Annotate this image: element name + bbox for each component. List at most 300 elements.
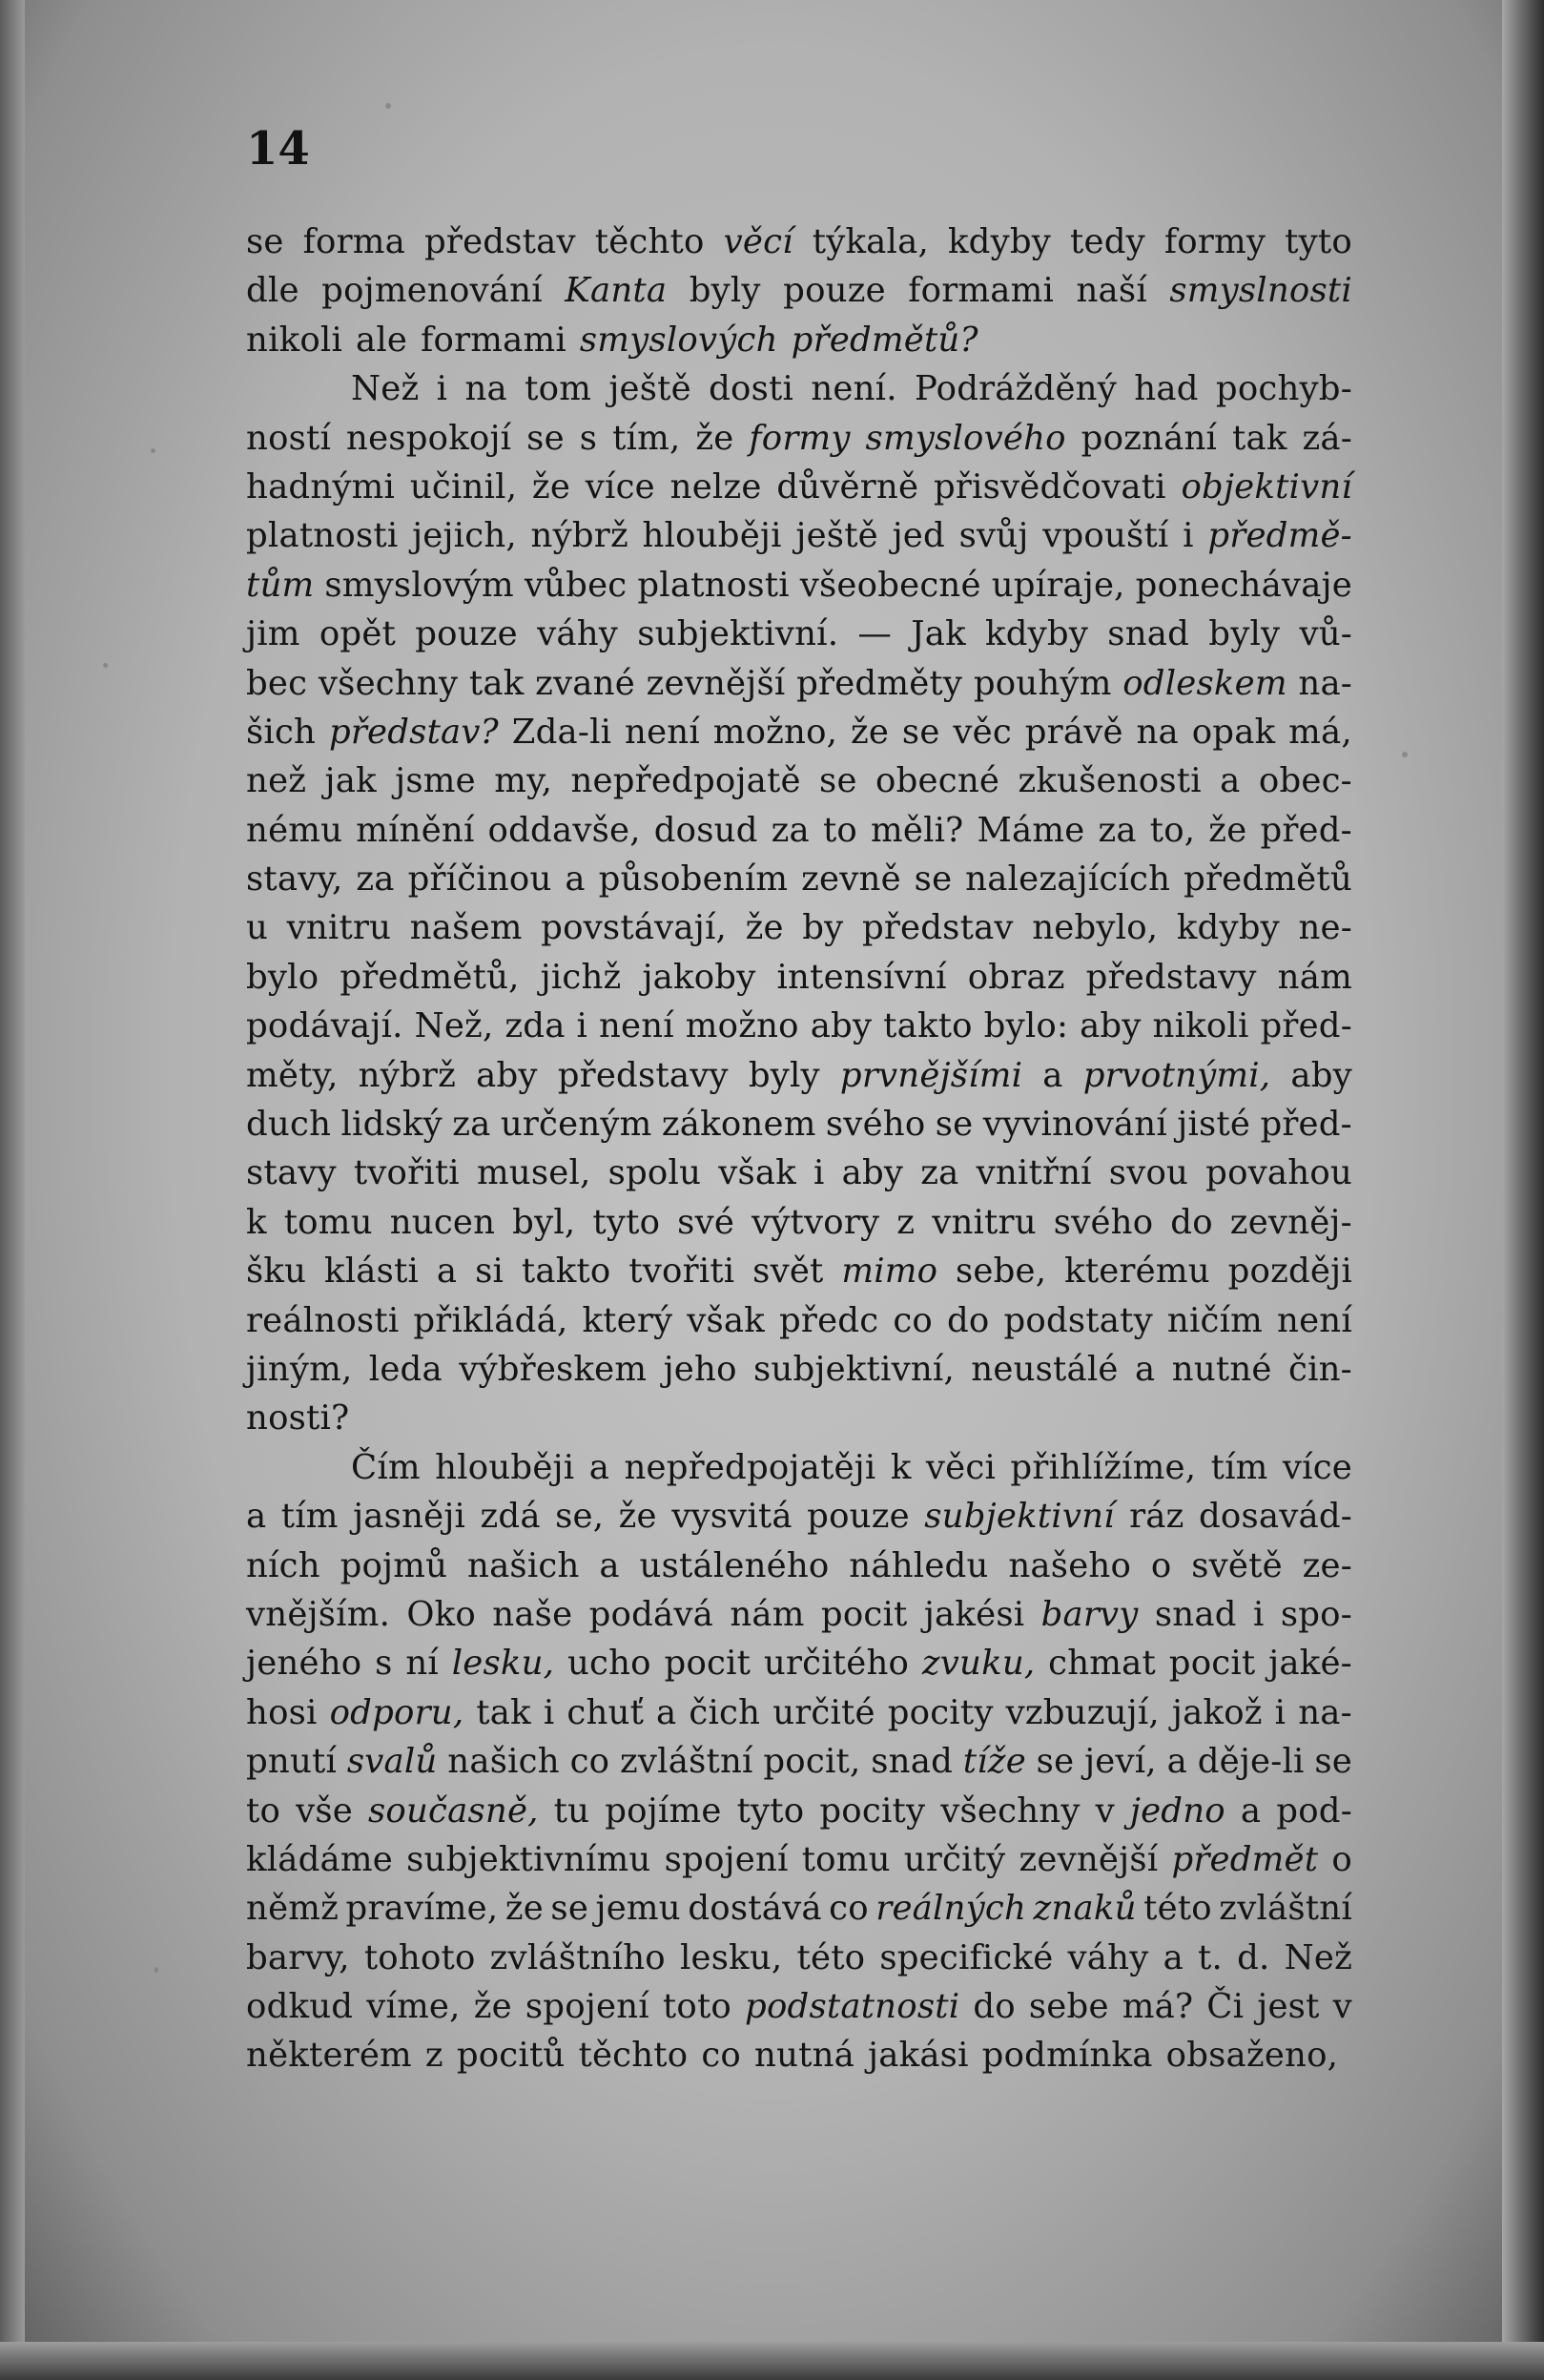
word: k <box>246 1202 267 1242</box>
page-edge-left <box>0 0 25 2380</box>
word: tvořiti <box>628 1252 735 1292</box>
word: naší <box>1076 271 1147 311</box>
text-line <box>246 1149 1352 1197</box>
word: jemu <box>595 1889 681 1929</box>
word: k <box>890 1447 912 1487</box>
word: svého <box>825 1105 926 1145</box>
word: týkala, <box>812 222 929 261</box>
word: Či <box>1206 1987 1245 2027</box>
word: představ? <box>328 712 499 752</box>
word: a <box>656 1692 677 1732</box>
word: na <box>1136 712 1179 752</box>
word: světě <box>1191 1545 1283 1585</box>
word: má? <box>1122 1987 1194 2027</box>
word: tomu <box>283 1202 373 1242</box>
word: jedno <box>1129 1790 1225 1831</box>
word: dostává <box>688 1889 822 1929</box>
word: stavy <box>246 1153 337 1193</box>
word: vpouští <box>1042 516 1169 556</box>
word: barvy, <box>246 1937 350 1977</box>
word: určitý <box>903 1839 1006 1879</box>
word: aby <box>1290 1055 1352 1095</box>
word: s <box>579 418 598 458</box>
word: podávají. <box>246 1006 403 1046</box>
word: bylo: <box>983 1006 1069 1046</box>
word: reálných <box>875 1889 1027 1929</box>
word: Čím <box>351 1447 421 1487</box>
word: obecné <box>875 761 1000 801</box>
word: Podrážděný <box>914 369 1118 409</box>
word: nikoli <box>1152 1006 1249 1046</box>
word: z <box>424 2036 443 2076</box>
word: že <box>504 1889 544 1929</box>
word: forma <box>302 222 405 261</box>
text-line <box>246 1934 1352 1982</box>
word: že <box>695 418 734 458</box>
word: ne- <box>1298 908 1352 948</box>
word: se <box>819 761 857 801</box>
word: nám <box>730 1594 805 1634</box>
word: jisté <box>1177 1105 1251 1145</box>
word: důvěrně <box>776 466 919 507</box>
word: podstaty <box>1003 1300 1153 1340</box>
word: nýbrž <box>358 1055 456 1095</box>
word: ničím <box>1166 1300 1263 1340</box>
word: víme, <box>366 1987 461 2027</box>
word: ponechávaje <box>1135 565 1352 605</box>
word: jsme <box>395 761 476 801</box>
word: aby <box>810 1006 873 1046</box>
word: formami <box>908 271 1055 311</box>
word: který <box>582 1300 673 1340</box>
word: zvuku, <box>921 1644 1036 1684</box>
word: že <box>1208 810 1247 850</box>
word: pojíme <box>605 1790 722 1831</box>
word: hlouběji <box>642 516 782 556</box>
word: má, <box>1288 712 1352 752</box>
word: lidský <box>340 1105 443 1145</box>
word: kdyby <box>1176 908 1280 948</box>
word: mínění <box>356 810 475 850</box>
word: tom <box>525 369 592 409</box>
ink-speck <box>103 663 108 668</box>
word: subjektivnímu <box>406 1839 651 1879</box>
word: kterému <box>1064 1252 1210 1292</box>
word: upíraje, <box>991 565 1125 605</box>
word: odleskem <box>1122 663 1287 703</box>
word: tu <box>553 1790 590 1831</box>
word: možno <box>685 1006 799 1046</box>
text-line <box>246 364 1352 413</box>
word: šku <box>246 1252 307 1292</box>
word: šich <box>246 712 317 752</box>
word: zevně <box>801 859 901 900</box>
word: i <box>1183 516 1194 556</box>
word: nému <box>246 810 343 850</box>
word: těchto <box>578 2036 689 2076</box>
word: pouze <box>415 614 518 654</box>
word: výbřeskem <box>459 1349 648 1389</box>
word: znaků <box>1033 1889 1137 1929</box>
word: se <box>901 712 940 752</box>
word: právě <box>1024 712 1123 752</box>
word: zevněj- <box>1229 1202 1352 1242</box>
word: zda <box>504 1006 566 1046</box>
word: u <box>246 908 269 948</box>
ink-speck <box>1402 752 1408 757</box>
word: že <box>850 712 890 752</box>
word: subjektivní, <box>753 1349 955 1389</box>
word: svět <box>752 1252 824 1292</box>
word: tak <box>468 663 525 703</box>
word: pojmů <box>340 1545 448 1585</box>
word: i <box>1252 1594 1265 1634</box>
word: hadnými <box>246 466 396 507</box>
word: není <box>625 712 700 752</box>
word: bec <box>246 663 308 703</box>
word: do <box>973 1987 1016 2027</box>
word: tak <box>1232 418 1287 458</box>
word: neustálé <box>971 1349 1119 1389</box>
word: přikládá, <box>413 1300 568 1340</box>
word: spojení <box>525 1987 649 2027</box>
word: podstatnosti <box>745 1987 960 2027</box>
text-line <box>246 1198 1352 1247</box>
word: tyto <box>592 1202 661 1242</box>
word: kdyby <box>985 614 1089 654</box>
word: této <box>1143 1889 1212 1929</box>
word: učinil, <box>409 466 518 507</box>
word: i <box>436 369 448 409</box>
text-line <box>246 756 1352 805</box>
text-line <box>246 463 1352 511</box>
word: Zda-li <box>511 712 612 752</box>
word: klásti <box>324 1252 420 1292</box>
word: tím, <box>612 418 681 458</box>
word: snad <box>1107 614 1190 654</box>
word: formami <box>421 320 566 360</box>
word: pod- <box>1276 1790 1352 1831</box>
word: odporu, <box>329 1692 464 1732</box>
word: jeného <box>246 1644 362 1684</box>
word: povahou <box>1205 1153 1352 1193</box>
word: a <box>246 1497 267 1537</box>
text-line <box>246 1590 1352 1639</box>
word: těchto <box>594 222 705 261</box>
word: objektivní <box>1181 466 1352 507</box>
word: předmětů, <box>340 957 520 997</box>
word: leda <box>368 1349 443 1389</box>
word: byly <box>748 1055 820 1095</box>
word: představy <box>1085 957 1257 997</box>
word: a <box>1166 1742 1187 1782</box>
word: současně, <box>367 1790 539 1831</box>
page-edge-right <box>1502 0 1544 2380</box>
word: hosi <box>246 1692 318 1732</box>
word: pouhým <box>973 663 1112 703</box>
word: nám <box>1277 957 1352 997</box>
text-line <box>246 1100 1352 1149</box>
text-line <box>246 1688 1352 1737</box>
word: subjektivní <box>924 1497 1115 1537</box>
word: byl, <box>512 1202 576 1242</box>
word: všechny <box>940 1790 1081 1831</box>
word: reálnosti <box>246 1300 400 1340</box>
word: tyto <box>736 1790 805 1831</box>
word: zákonem <box>661 1105 816 1145</box>
word: že <box>745 908 784 948</box>
word: a <box>588 1447 610 1487</box>
word: a <box>1240 1790 1262 1831</box>
word: nalezajících <box>965 859 1171 900</box>
word: že <box>473 1987 512 2027</box>
word: tíže <box>962 1742 1026 1782</box>
word: však <box>718 1153 796 1193</box>
word: jak <box>324 761 377 801</box>
text-line <box>246 1787 1352 1835</box>
word: Jak <box>911 614 966 654</box>
word: a <box>565 859 586 900</box>
text-line <box>246 217 1352 266</box>
word: vů- <box>1299 614 1352 654</box>
word: Kanta <box>565 271 668 311</box>
word: nebylo, <box>1032 908 1159 948</box>
word: — <box>857 614 893 654</box>
word: snad <box>1154 1594 1237 1634</box>
word: tům <box>246 565 315 605</box>
word: více <box>585 466 655 507</box>
word: tvořiti <box>353 1153 460 1193</box>
word: vnějším. <box>246 1594 391 1634</box>
word: tohoto <box>363 1937 476 1977</box>
word: přihlížíme, <box>1010 1447 1197 1487</box>
word: jichž <box>540 957 622 997</box>
word: náhledu <box>849 1545 989 1585</box>
word: nutné <box>1171 1349 1272 1389</box>
word: chmat <box>1048 1644 1156 1684</box>
text-line <box>246 1051 1352 1100</box>
text-line <box>246 610 1352 658</box>
ink-speck <box>151 448 155 453</box>
word: subjektivní. <box>637 614 839 654</box>
word: před- <box>1260 810 1352 850</box>
word: smyslovým <box>324 565 514 605</box>
word: pnutí <box>246 1742 338 1782</box>
text-line <box>246 414 1352 463</box>
word: smyslového <box>865 418 1066 458</box>
text-line <box>246 1247 1352 1295</box>
word: barvy <box>1040 1594 1139 1634</box>
text-line <box>246 1345 1352 1394</box>
word: d. <box>1237 1937 1270 1977</box>
page-number: 14 <box>246 122 310 176</box>
text-line <box>246 1737 1352 1786</box>
word: některém <box>246 2036 412 2076</box>
word: had <box>1134 369 1199 409</box>
word: v <box>1095 1790 1115 1831</box>
word: to <box>246 1790 281 1831</box>
word: se <box>1314 1742 1352 1782</box>
text-line <box>246 855 1352 903</box>
word: nikoli <box>246 320 343 360</box>
word: duch <box>246 1105 332 1145</box>
word: jakož <box>1171 1692 1263 1732</box>
text-line <box>246 1296 1352 1345</box>
word: pocity <box>819 1790 926 1831</box>
word: nelze <box>669 466 762 507</box>
word: této <box>796 1937 866 1977</box>
word: a <box>1220 761 1241 801</box>
word: svou <box>1108 1153 1189 1193</box>
word: se <box>550 1889 589 1929</box>
word: se <box>526 418 565 458</box>
word: přisvědčovati <box>933 466 1166 507</box>
word: formy <box>1163 222 1266 261</box>
word: takto <box>521 1252 611 1292</box>
word: v <box>1332 1987 1352 2027</box>
word: vzbuzují, <box>1005 1692 1160 1732</box>
word: že <box>618 1497 657 1537</box>
word: věcí <box>723 222 793 261</box>
word: dosavád- <box>1198 1497 1352 1537</box>
word: pocity <box>887 1692 994 1732</box>
word: není <box>598 1006 674 1046</box>
text-line <box>246 1002 1352 1050</box>
word: aby <box>841 1153 904 1193</box>
word: za <box>771 810 810 850</box>
word: nutná <box>754 2036 855 2076</box>
word: opět <box>319 614 397 654</box>
word: Než <box>1284 1937 1352 1977</box>
ink-speck <box>154 1967 158 1973</box>
word: na- <box>1298 1692 1352 1732</box>
word: pocit <box>820 1594 908 1634</box>
word: nepředpojatěji <box>624 1447 876 1487</box>
word: snad <box>871 1742 953 1782</box>
word: toto <box>662 1987 731 2027</box>
word: za <box>1098 810 1137 850</box>
word: nosti? <box>246 1398 350 1438</box>
word: smyslových <box>579 320 778 360</box>
word: se <box>1036 1742 1075 1782</box>
word: vyvinování <box>982 1105 1167 1145</box>
word: předmět <box>1171 1839 1319 1879</box>
word: prvotnými, <box>1082 1055 1271 1095</box>
word: se <box>914 859 953 900</box>
word: jaké- <box>1268 1644 1352 1684</box>
word: i <box>543 1692 555 1732</box>
word: představy <box>557 1055 729 1095</box>
word: jakési <box>923 1594 1025 1634</box>
word: odkud <box>246 1987 354 2027</box>
word: vše <box>296 1790 353 1831</box>
word: Oko <box>406 1594 476 1634</box>
word: nepředpojatě <box>570 761 801 801</box>
word: si <box>475 1252 504 1292</box>
word: obsaženo, <box>1165 2036 1339 2076</box>
word: formy <box>749 418 851 458</box>
word: měli? <box>871 810 964 850</box>
word: všeobecné <box>799 565 981 605</box>
word: i <box>1274 1692 1287 1732</box>
word: se, <box>555 1497 605 1537</box>
word: do <box>946 1300 990 1340</box>
word: dle <box>246 271 299 311</box>
word: ještě <box>795 516 878 556</box>
word: určitého <box>763 1644 910 1684</box>
word: pouze <box>783 271 886 311</box>
page-edge-bottom <box>0 2342 1544 2380</box>
word: jim <box>246 614 300 654</box>
word: jejich, <box>412 516 517 556</box>
word: jed <box>892 516 945 556</box>
word: měty, <box>246 1055 339 1095</box>
word: výtvory <box>751 1202 880 1242</box>
word: jeho <box>663 1349 737 1389</box>
word: t. <box>1198 1937 1223 1977</box>
word: jasněji <box>353 1497 466 1537</box>
text-line <box>246 1443 1352 1492</box>
word: všechny <box>318 663 459 703</box>
text-line <box>246 806 1352 855</box>
word: pochyb- <box>1215 369 1352 409</box>
word: ností <box>246 418 332 458</box>
text-line <box>246 1835 1352 1884</box>
word: tedy <box>1070 222 1145 261</box>
text-line <box>246 266 1352 315</box>
word: váhy <box>1067 1937 1149 1977</box>
word: a <box>599 1545 620 1585</box>
word: své <box>677 1202 735 1242</box>
word: ještě <box>608 369 691 409</box>
word: sebe, <box>956 1252 1047 1292</box>
word: platnosti <box>637 565 790 605</box>
word: předc <box>779 1300 879 1340</box>
word: oddavše, <box>487 810 641 850</box>
word: s <box>375 1644 393 1684</box>
text-line <box>246 659 1352 708</box>
text-line <box>246 561 1352 610</box>
word: představ <box>423 222 576 261</box>
word: co <box>569 1742 610 1782</box>
word: o <box>1331 1839 1352 1879</box>
word: vůbec <box>524 565 628 605</box>
word: však <box>687 1300 765 1340</box>
text-line <box>246 708 1352 756</box>
word: svalů <box>346 1742 438 1782</box>
word: ale <box>356 320 408 360</box>
word: za <box>452 1105 491 1145</box>
word: nýbrž <box>530 516 628 556</box>
word: tyto <box>1285 222 1352 261</box>
word: my, <box>494 761 553 801</box>
word: spo- <box>1280 1594 1352 1634</box>
word: hlouběji <box>435 1447 575 1487</box>
word: není. <box>811 369 897 409</box>
word: svého <box>1053 1202 1154 1242</box>
word: to <box>822 810 857 850</box>
word: ze- <box>1302 1545 1352 1585</box>
text-line <box>246 1639 1352 1687</box>
word: byly <box>1208 614 1281 654</box>
word: z <box>896 1202 916 1242</box>
word: aby <box>476 1055 538 1095</box>
word: intensívní <box>776 957 947 997</box>
word: němž <box>246 1889 340 1929</box>
word: jakoby <box>642 957 756 997</box>
word: představ <box>861 908 1014 948</box>
word: sebe <box>1028 1987 1109 2027</box>
